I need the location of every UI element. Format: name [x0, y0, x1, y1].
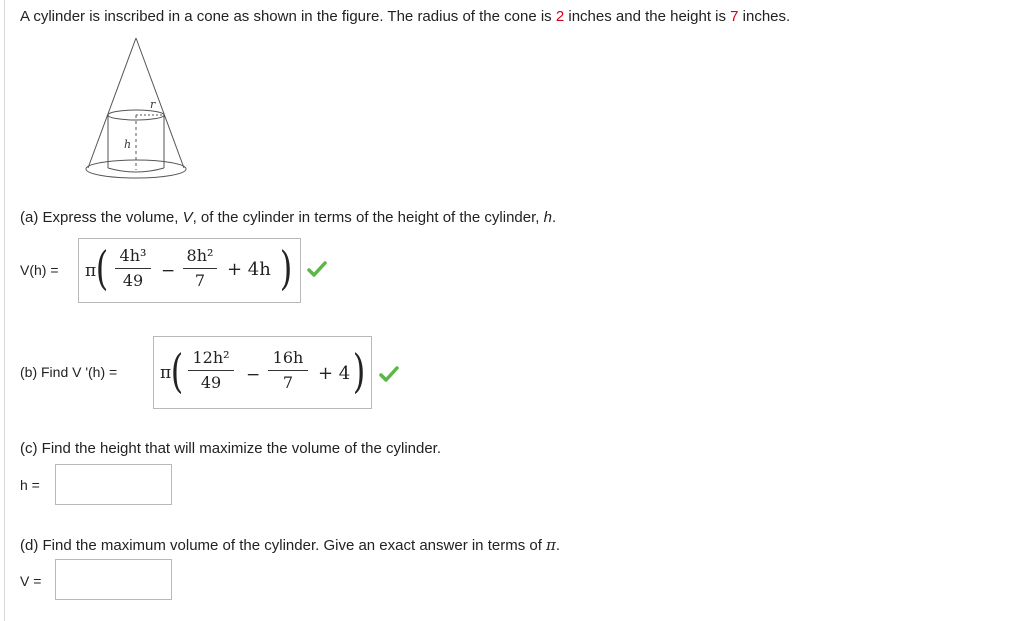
check-icon — [379, 366, 399, 382]
part-d-prompt-2: . — [555, 537, 561, 554]
part-b-answer-box[interactable] — [153, 336, 372, 409]
cone-cylinder-figure — [84, 36, 194, 182]
pi-symbol: π — [546, 536, 556, 554]
term2-numerator: 16h — [272, 348, 304, 367]
cone-radius-value: 2 — [555, 8, 565, 25]
term1-numerator: 12h² — [192, 348, 230, 367]
part-a-prompt-2: , of the cylinder in terms of the height of the cylinder, — [192, 209, 544, 226]
left-paren: ( — [170, 344, 184, 398]
term1-denominator: 49 — [122, 271, 144, 290]
max-volume-answer-input[interactable] — [55, 559, 172, 600]
fraction-term-1 — [115, 247, 151, 290]
v-of-h-label: V(h) = — [20, 262, 59, 278]
cone-height-value: 7 — [730, 8, 739, 25]
part-a-var-v: V — [182, 209, 193, 226]
intro-text-3: inches. — [738, 8, 791, 25]
term2-numerator: 8h² — [186, 246, 214, 265]
part-d-prompt-1: (d) Find the maximum volume of the cylinder. Give an exact answer in terms of — [20, 537, 547, 554]
pi-symbol: π — [160, 363, 172, 383]
right-paren: ) — [352, 344, 366, 398]
fraction-term-2 — [268, 349, 308, 392]
height-answer-input[interactable] — [55, 464, 172, 505]
left-paren: ( — [95, 241, 109, 295]
height-label: h — [124, 138, 132, 151]
minus-sign: − — [246, 365, 261, 385]
part-a-prompt — [20, 209, 556, 226]
fraction-term-2 — [183, 247, 217, 290]
term1-numerator: 4h³ — [119, 246, 147, 265]
part-a-prompt-1: (a) Express the volume, — [20, 209, 183, 226]
problem-statement — [20, 8, 790, 25]
fraction-bar — [183, 268, 217, 269]
fraction-bar — [268, 370, 308, 371]
part-a-answer-box[interactable] — [78, 238, 301, 303]
term2-denominator: 7 — [282, 373, 294, 392]
part-a-var-h: h — [543, 209, 552, 226]
fraction-bar — [115, 268, 151, 269]
v-label: V = — [20, 573, 42, 589]
part-b-prompt: (b) Find V '(h) = — [20, 364, 118, 380]
part-a-prompt-3: . — [551, 209, 557, 226]
part-c-prompt: (c) Find the height that will maximize the volume of the cylinder. — [20, 440, 442, 457]
h-label: h = — [20, 477, 40, 493]
right-paren: ) — [279, 241, 293, 295]
pi-symbol: π — [85, 261, 97, 281]
term-3: + 4 — [318, 363, 351, 384]
intro-text-1: A cylinder is inscribed in a cone as shown in the figure. The radius of the cone is — [20, 8, 556, 25]
term2-denominator: 7 — [194, 271, 206, 290]
minus-sign: − — [161, 261, 176, 281]
fraction-bar — [188, 370, 234, 371]
fraction-term-1 — [188, 349, 234, 392]
term1-denominator: 49 — [200, 373, 222, 392]
part-d-prompt — [20, 536, 560, 554]
radius-label: r — [150, 98, 156, 111]
intro-text-2: inches and the height is — [564, 8, 731, 25]
term-3: + 4h — [227, 259, 271, 280]
check-icon — [307, 261, 327, 277]
left-border — [4, 0, 5, 621]
